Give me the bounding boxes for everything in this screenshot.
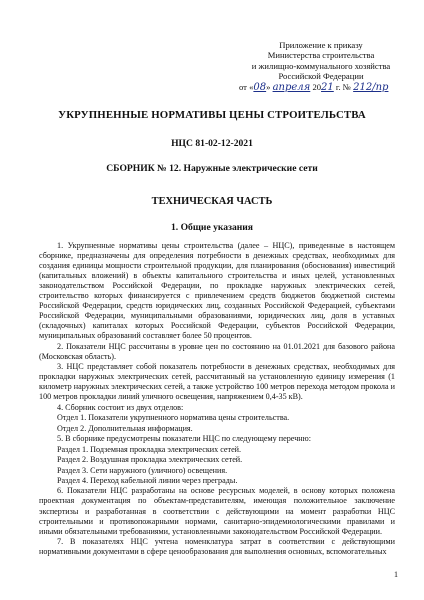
document-body [39,241,395,558]
number-prefix: г. № [333,81,351,92]
list-item: Отдел 2. Дополнительная информация. [57,423,193,433]
approval-date-line [231,82,411,93]
paragraph-3: 3. НЦС представляет собой показатель потребности в денежных средствах, необходимых для прокладки наружных электрических сетей, рассчитанный на установленную единицу измерения (1 километр наружных электрических сетей, а также устройство 100 метров перехода методом прокола и 100 метров прокладки линий уличного освещения, напряжением 0,4-35 кВ). [39,362,395,402]
approval-line-3: и жилищно-коммунального хозяйства [251,60,391,71]
paragraph-4: 4. Сборник состоит из двух отделов: [57,402,184,412]
year-prefix: 20 [312,81,322,92]
approval-line-2: Министерства строительства [267,50,375,61]
handwritten-month: апреля [272,81,311,93]
date-day-close: » [266,81,271,92]
approval-line-1: Приложение к приказу [279,40,363,50]
subsection-title: 1. Общие указания [170,222,253,233]
paragraph-5: 5. В сборнике предусмотрены показатели НЦС по следующему перечню: [57,434,311,444]
document-title: УКРУПНЕННЫЕ НОРМАТИВЫ ЦЕНЫ СТРОИТЕЛЬСТВА [58,109,366,121]
list-item: Раздел 1. Подземная прокладка электрических сетей. [57,444,242,454]
approval-block [231,40,411,93]
handwritten-day: 08 [253,81,267,93]
date-prefix: от « [239,81,254,92]
approval-line-4: Российской Федерации [278,71,364,82]
paragraph-2: 2. Показатели НЦС рассчитаны в уровне цен по состоянию на 01.01.2021 для базового района (Московская область). [39,341,395,361]
paragraph-1: 1. Укрупненные нормативы цены строительства (далее – НЦС), приведенные в настоящем сборнике, предназначены для определения потребности в денежных средствах, необходимых для создания единицы мощности строительной продукции, для планирования (обоснования) инвестиций (капитальных вложений) в объекты капитального строительства и иных целей, установленных законодательством Российской Федерации, по прокладке наружных электрических сетей, строительство которых финансируется с привлечением средств бюджетов бюджетной системы Российской Федерации, средств юридических лиц, созданных Российской Федерацией, субъектами Российской Федерации, муниципальными образованиями, юридических лиц, доля в уставных (складочных) капиталах которых Российской Федерации, субъектов Российской Федерации, муниципальных образований составляет более 50 процентов. [39,241,395,341]
section-title: ТЕХНИЧЕСКАЯ ЧАСТЬ [151,196,273,207]
list-item: Раздел 2. Воздушная прокладка электрических сетей. [57,455,243,465]
handwritten-order-number: 212/пр [353,81,389,93]
paragraph-7: 7. В показателях НЦС учтена номенклатура затрат в соответствии с действующими нормативными документами в сфере ценообразования для выполнения основных, вспомогательных [39,537,395,557]
list-item: Отдел 1. Показатели укрупненного норматива цены строительства. [57,413,290,423]
page-number: 1 [394,570,398,579]
document-code: НЦС 81-02-12-2021 [171,138,253,149]
handwritten-year: 21 [321,81,334,93]
list-item: Раздел 3. Сети наружного (уличного) освещения. [57,465,228,475]
list-item: Раздел 4. Переход кабельной линии через преграды. [57,475,238,485]
collection-title: СБОРНИК № 12. Наружные электрические сети [106,163,318,174]
paragraph-6: 6. Показатели НЦС разработаны на основе ресурсных моделей, в основу которых положена проектная документация по объектам-представителям, имеющая положительное заключение экспертизы и разработанная в соответствии с действующими на момент разработки НЦС строительными и противопожарными нормами, санитарно-эпидемиологическими правилами и иными обязательными требованиями, установленными законодательством Российской Федерации. [39,486,395,536]
